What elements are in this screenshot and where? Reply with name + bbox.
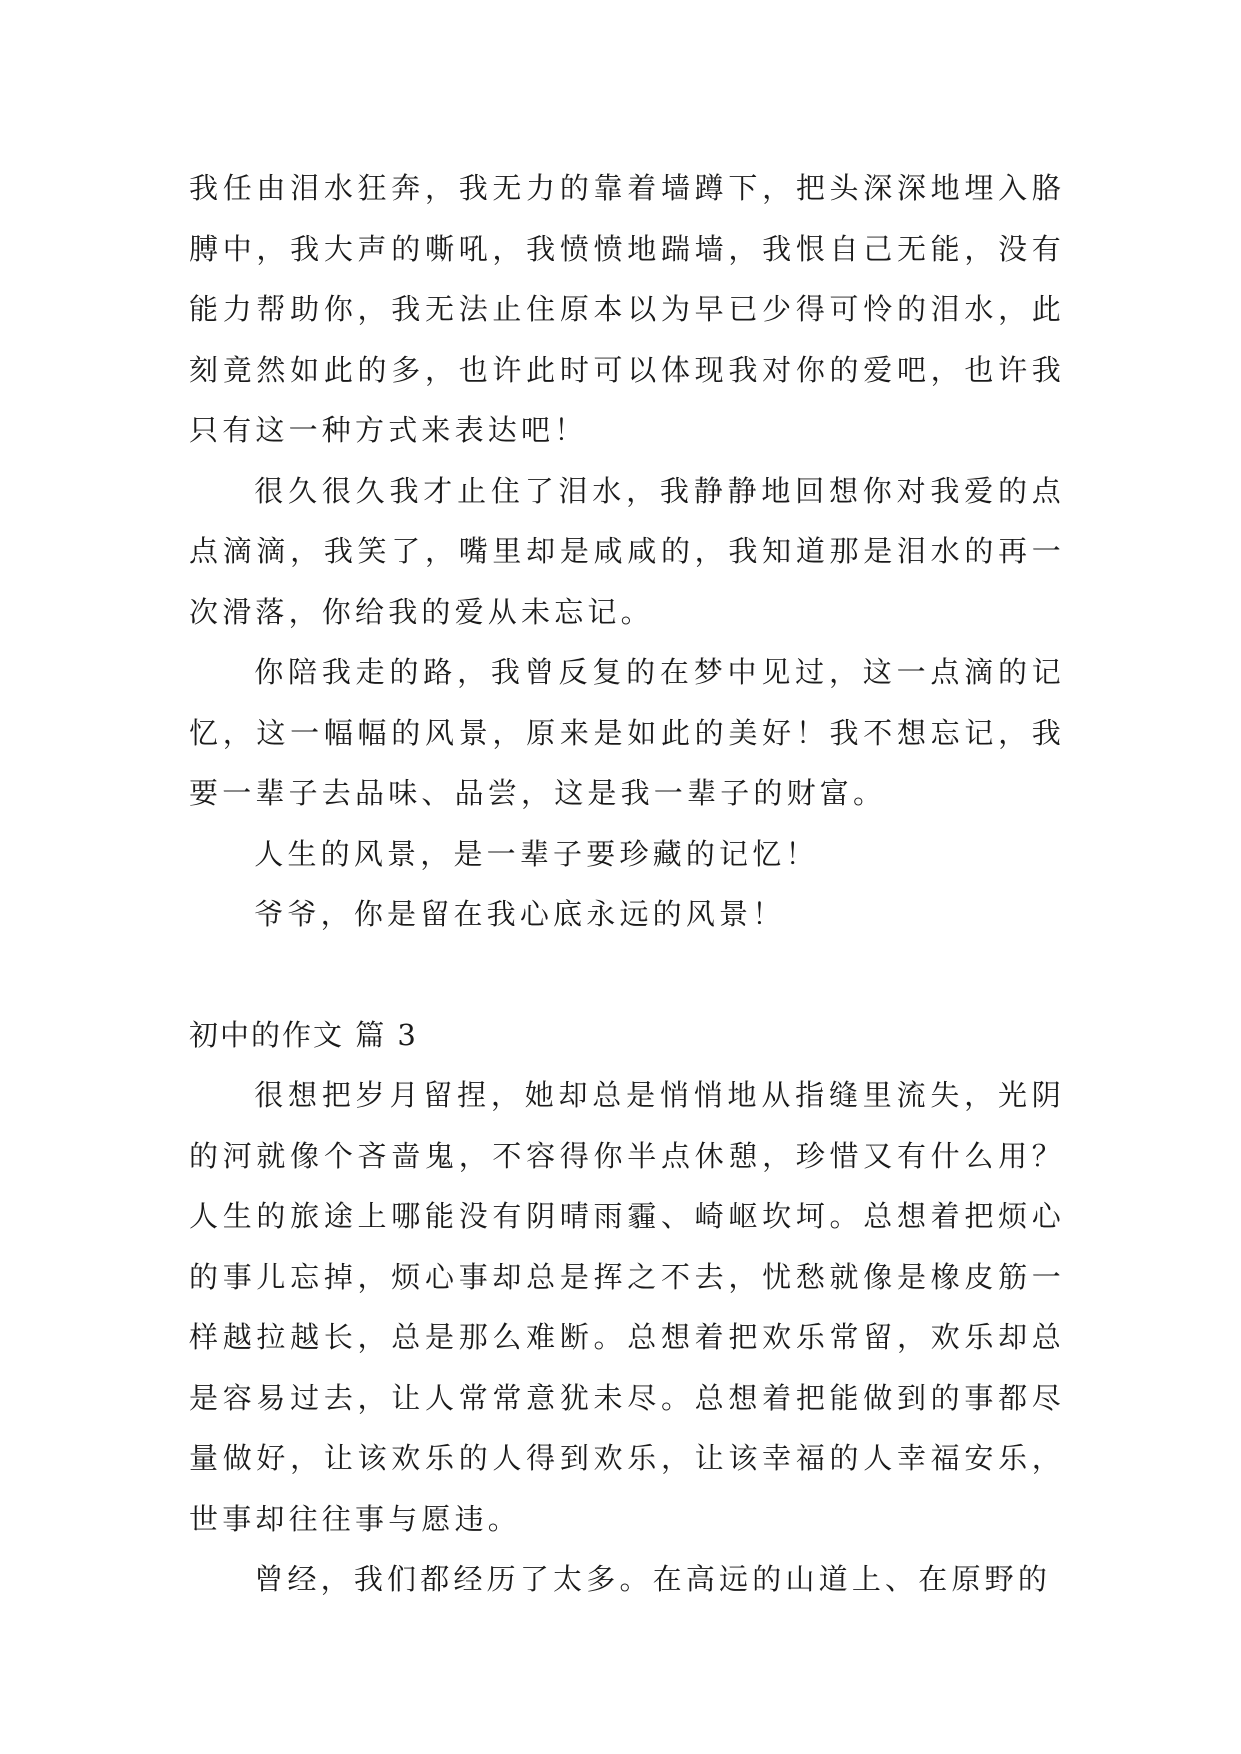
paragraph-experience: 曾经，我们都经历了太多。在高远的山道上、在原野的 [254, 1562, 1052, 1596]
section-heading: 初中的作文 篇 3 [189, 1017, 418, 1052]
paragraph-road: 你陪我走的路，我曾反复的在梦中见过，这一点滴的记忆，这一幅幅的风景，原来是如此的美好！我不想忘记，我要一辈子去品味、品尝，这是我一辈子的财富。 [189, 655, 1065, 810]
document-body [189, 158, 1065, 1610]
section-spacer [189, 945, 1065, 1005]
paragraph-grandpa: 爷爷，你是留在我心底永远的风景！ [254, 897, 786, 931]
paragraph-memories: 很久很久我才止住了泪水，我静静地回想你对我爱的点点滴滴，我笑了，嘴里却是咸咸的，我知道那是泪水的再一次滑落，你给我的爱从未忘记。 [189, 473, 1065, 629]
paragraph-tears: 我任由泪水狂奔，我无力的靠着墙蹲下，把头深深地埋入胳膊中，我大声的嘶吼，我愤愤地踹墙，我恨自己无能，没有能力帮助你，我无法止住原本以为早已少得可怜的泪水，此刻竟然如此的多，也许此时可以体现我对你的爱吧，也许我只有这一种方式来表达吧！ [189, 171, 1065, 447]
paragraph-time: 很想把岁月留捏，她却总是悄悄地从指缝里流失，光阴的河就像个吝啬鬼，不容得你半点休憩，珍惜又有什么用？人生的旅途上哪能没有阴晴雨霾、崎岖坎坷。总想着把烦心的事儿忘掉，烦心事却总是挥之不去，忧愁就像是橡皮筋一样越拉越长，总是那么难断。总想着把欢乐常留，欢乐却总是容易过去，让人常常意犹未尽。总想着把能做到的事都尽量做好，让该欢乐的人得到欢乐，让该幸福的人幸福安乐，世事却往往事与愿违。 [189, 1078, 1065, 1536]
paragraph-life-scenery: 人生的风景，是一辈子要珍藏的记忆！ [254, 836, 819, 871]
